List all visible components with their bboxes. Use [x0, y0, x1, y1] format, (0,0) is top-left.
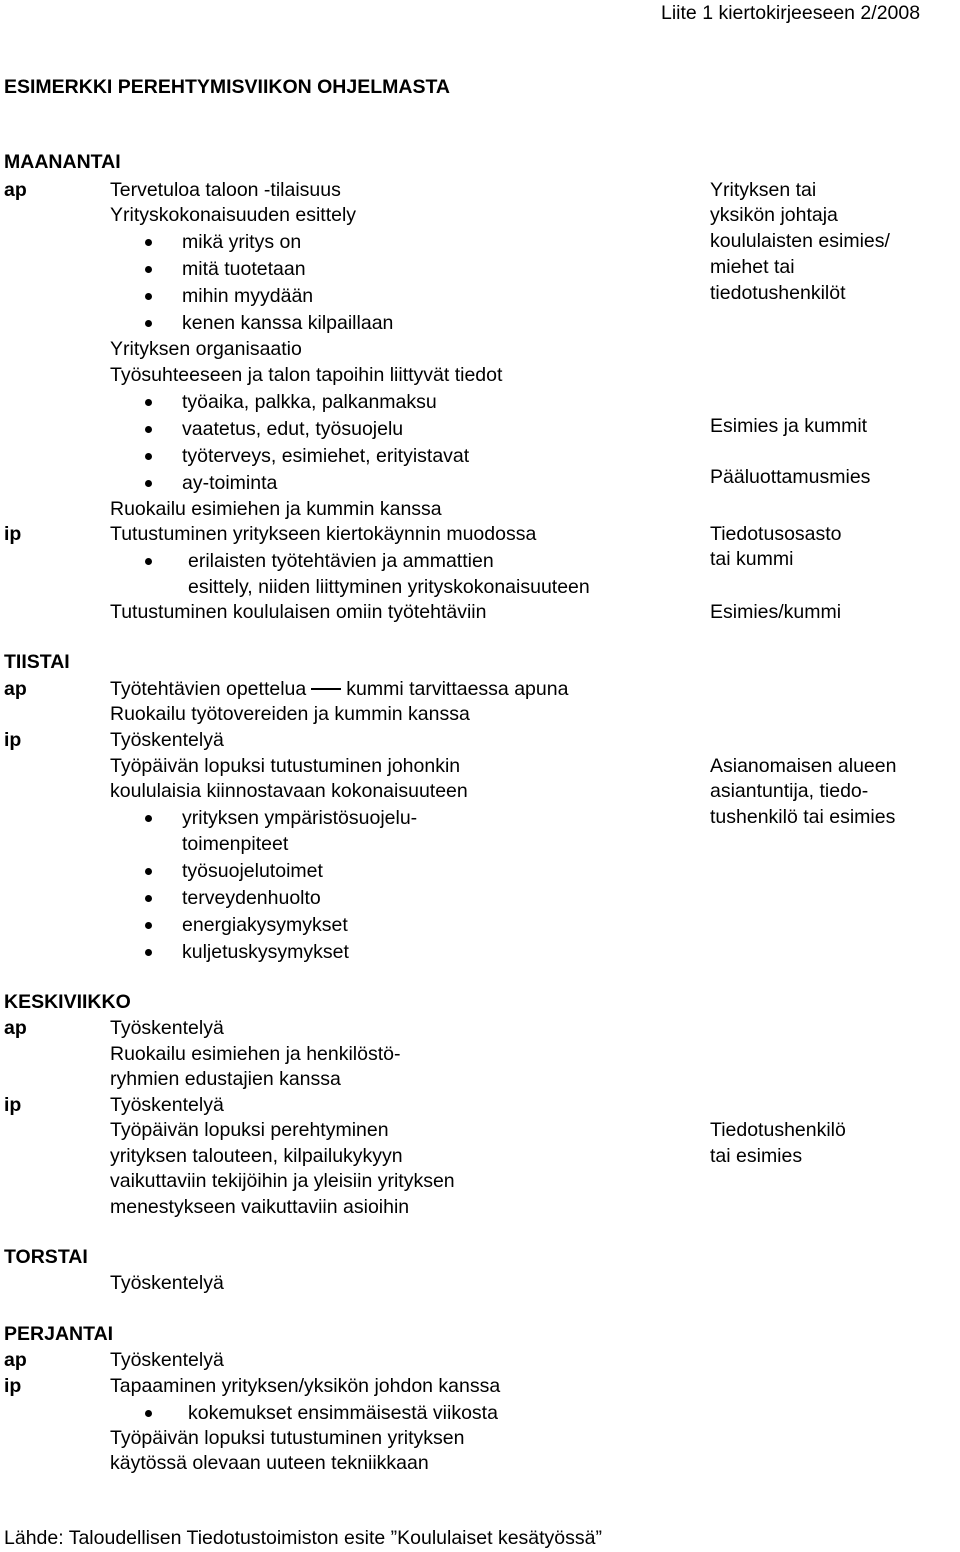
- program-subitem: ay-toiminta: [182, 472, 278, 494]
- afternoon-label: ip: [4, 729, 22, 751]
- program-item: Työskentelyä: [110, 1094, 224, 1116]
- program-subitem: mihin myydään: [182, 285, 314, 307]
- program-item: Ruokailu työtovereiden ja kummin kanssa: [110, 703, 470, 725]
- bullet-icon: [145, 320, 152, 327]
- program-item: Työpäivän lopuksi tutustuminen yrityksen: [110, 1427, 465, 1449]
- program-subitem: yrityksen ympäristösuojelu-: [182, 807, 418, 829]
- day-heading: MAANANTAI: [4, 151, 121, 173]
- program-item: koululaisia kiinnostavaan kokonaisuuteen: [110, 780, 468, 802]
- responsible-text: Tiedotushenkilö: [710, 1119, 846, 1141]
- dash-icon: [311, 688, 341, 690]
- day-heading: TIISTAI: [4, 651, 70, 673]
- program-item: Tervetuloa taloon -tilaisuus: [110, 179, 341, 201]
- program-item: yrityksen talouteen, kilpailukykyyn: [110, 1145, 403, 1167]
- afternoon-label: ip: [4, 1375, 22, 1397]
- morning-label: ap: [4, 179, 27, 201]
- bullet-icon: [145, 868, 152, 875]
- attachment-note: Liite 1 kiertokirjeeseen 2/2008: [661, 2, 921, 24]
- morning-label: ap: [4, 1349, 27, 1371]
- bullet-icon: [145, 949, 152, 956]
- program-item-part: Työtehtävien opettelua: [110, 678, 307, 700]
- program-item: Työpäivän lopuksi tutustuminen johonkin: [110, 755, 461, 777]
- bullet-icon: [145, 558, 152, 565]
- day-heading: KESKIVIIKKO: [4, 991, 131, 1013]
- responsible-text: tai kummi: [710, 548, 794, 570]
- program-item: Työskentelyä: [110, 729, 224, 751]
- responsible-text: Yrityksen tai: [710, 179, 817, 201]
- bullet-icon: [145, 1410, 152, 1417]
- program-subitem: energiakysymykset: [182, 914, 348, 936]
- program-item: Työpäivän lopuksi perehtyminen: [110, 1119, 389, 1141]
- bullet-icon: [145, 922, 152, 929]
- responsible-text: Pääluottamusmies: [710, 466, 871, 488]
- program-subitem: kenen kanssa kilpaillaan: [182, 312, 394, 334]
- program-item: Työskentelyä: [110, 1349, 224, 1371]
- program-subitem: vaatetus, edut, työsuojelu: [182, 418, 404, 440]
- responsible-text: Esimies/kummi: [710, 601, 842, 623]
- bullet-icon: [145, 426, 152, 433]
- bullet-icon: [145, 293, 152, 300]
- afternoon-label: ip: [4, 523, 22, 545]
- responsible-text: koululaisten esimies/: [710, 230, 890, 252]
- program-item: Ruokailu esimiehen ja henkilöstö-: [110, 1043, 401, 1065]
- program-subitem: työaika, palkka, palkanmaksu: [182, 391, 437, 413]
- program-item: Tutustuminen koululaisen omiin työtehtäviin: [110, 601, 487, 623]
- program-subitem: toimenpiteet: [182, 833, 289, 855]
- bullet-icon: [145, 453, 152, 460]
- program-subitem: terveydenhuolto: [182, 887, 321, 909]
- program-subitem: kuljetuskysymykset: [182, 941, 349, 963]
- program-item: Yrityskokonaisuuden esittely: [110, 204, 357, 226]
- morning-label: ap: [4, 1017, 27, 1039]
- bullet-icon: [145, 815, 152, 822]
- program-item: [110, 680, 568, 700]
- morning-label: ap: [4, 678, 27, 700]
- responsible-text: Tiedotusosasto: [710, 523, 842, 545]
- program-subitem: mikä yritys on: [182, 231, 302, 253]
- program-subitem: mitä tuotetaan: [182, 258, 306, 280]
- day-heading: PERJANTAI: [4, 1323, 114, 1345]
- program-subitem: erilaisten työtehtävien ja ammattien: [188, 550, 494, 572]
- program-item: käytössä olevaan uuteen tekniikkaan: [110, 1452, 429, 1474]
- program-subitem: työterveys, esimiehet, erityistavat: [182, 445, 470, 467]
- responsible-text: tiedotushenkilöt: [710, 282, 846, 304]
- program-item: Tutustuminen yritykseen kiertokäynnin muodossa: [110, 523, 537, 545]
- bullet-icon: [145, 266, 152, 273]
- bullet-icon: [145, 480, 152, 487]
- program-item: menestykseen vaikuttaviin asioihin: [110, 1196, 410, 1218]
- source-note: Lähde: Taloudellisen Tiedotustoimiston esite ”Koululaiset kesätyössä”: [4, 1527, 602, 1549]
- bullet-icon: [145, 895, 152, 902]
- responsible-text: tai esimies: [710, 1145, 803, 1167]
- program-subitem: kokemukset ensimmäisestä viikosta: [188, 1402, 498, 1424]
- program-subitem: työsuojelutoimet: [182, 860, 323, 882]
- responsible-text: Esimies ja kummit: [710, 415, 868, 437]
- program-item-part: kummi tarvittaessa apuna: [346, 678, 569, 700]
- program-item: Työskentelyä: [110, 1017, 224, 1039]
- responsible-text: miehet tai: [710, 256, 795, 278]
- program-item: Tapaaminen yrityksen/yksikön johdon kanssa: [110, 1375, 501, 1397]
- responsible-text: asiantuntija, tiedo-: [710, 780, 869, 802]
- bullet-icon: [145, 239, 152, 246]
- responsible-text: tushenkilö tai esimies: [710, 806, 896, 828]
- program-item: Ruokailu esimiehen ja kummin kanssa: [110, 498, 442, 520]
- page-title: ESIMERKKI PEREHTYMISVIIKON OHJELMASTA: [4, 76, 451, 98]
- program-item: vaikuttaviin tekijöihin ja yleisiin yrityksen: [110, 1170, 455, 1192]
- afternoon-label: ip: [4, 1094, 22, 1116]
- responsible-text: Asianomaisen alueen: [710, 755, 897, 777]
- program-item: Yrityksen organisaatio: [110, 338, 302, 360]
- program-item: Työsuhteeseen ja talon tapoihin liittyvät tiedot: [110, 364, 503, 386]
- program-item: ryhmien edustajien kanssa: [110, 1068, 341, 1090]
- program-subitem: esittely, niiden liittyminen yrityskokonaisuuteen: [188, 576, 590, 598]
- bullet-icon: [145, 399, 152, 406]
- day-heading: TORSTAI: [4, 1246, 88, 1268]
- program-item: Työskentelyä: [110, 1272, 224, 1294]
- responsible-text: yksikön johtaja: [710, 204, 838, 226]
